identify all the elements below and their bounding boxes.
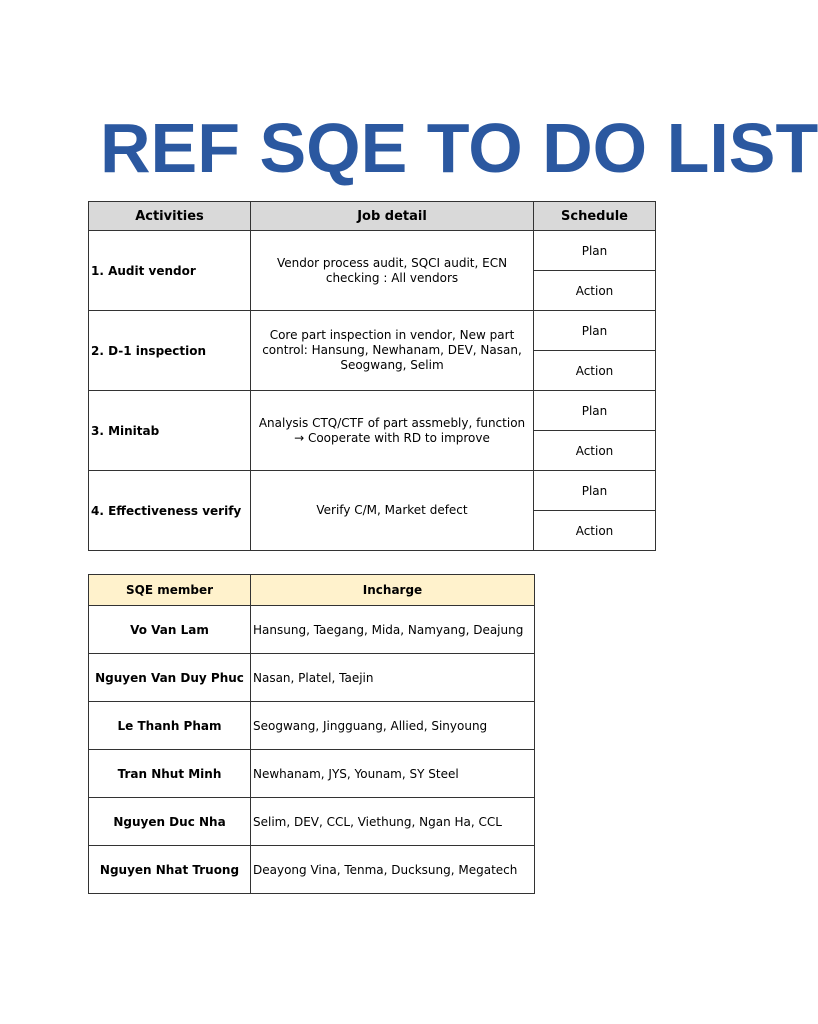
incharge-cell: Hansung, Taegang, Mida, Namyang, Deajung xyxy=(251,606,535,654)
header-job-detail: Job detail xyxy=(251,202,534,231)
member-name-cell: Nguyen Van Duy Phuc xyxy=(89,654,251,702)
member-name-cell: Nguyen Nhat Truong xyxy=(89,846,251,894)
schedule-action-cell: Action xyxy=(534,351,656,391)
member-name-cell: Tran Nhut Minh xyxy=(89,750,251,798)
job-detail-cell: Verify C/M, Market defect xyxy=(251,471,534,551)
incharge-cell: Deayong Vina, Tenma, Ducksung, Megatech xyxy=(251,846,535,894)
table-row xyxy=(89,750,535,798)
table-row xyxy=(89,471,656,511)
member-name-cell: Vo Van Lam xyxy=(89,606,251,654)
activity-cell: 1. Audit vendor xyxy=(89,231,251,311)
schedule-action-cell: Action xyxy=(534,511,656,551)
activity-cell: 3. Minitab xyxy=(89,391,251,471)
schedule-action-cell: Action xyxy=(534,431,656,471)
schedule-plan-cell: Plan xyxy=(534,231,656,271)
table-row xyxy=(89,391,656,431)
title-clip xyxy=(100,108,818,188)
member-name-cell: Le Thanh Pham xyxy=(89,702,251,750)
job-detail-cell: Core part inspection in vendor, New part control: Hansung, Newhanam, DEV, Nasan, Seogwang, Selim xyxy=(251,311,534,391)
job-detail-cell: Analysis CTQ/CTF of part assmebly, function → Cooperate with RD to improve xyxy=(251,391,534,471)
table-row xyxy=(89,231,656,271)
incharge-cell: Seogwang, Jingguang, Allied, Sinyoung xyxy=(251,702,535,750)
incharge-cell: Newhanam, JYS, Younam, SY Steel xyxy=(251,750,535,798)
table-row xyxy=(89,702,535,750)
member-name-cell: Nguyen Duc Nha xyxy=(89,798,251,846)
table-row xyxy=(89,654,535,702)
incharge-cell: Selim, DEV, CCL, Viethung, Ngan Ha, CCL xyxy=(251,798,535,846)
schedule-plan-cell: Plan xyxy=(534,471,656,511)
table-row xyxy=(89,311,656,351)
sqe-members-table xyxy=(88,574,535,894)
incharge-cell: Nasan, Platel, Taejin xyxy=(251,654,535,702)
table-row xyxy=(89,606,535,654)
activities-header-row xyxy=(89,202,656,231)
job-detail-cell: Vendor process audit, SQCI audit, ECN checking : All vendors xyxy=(251,231,534,311)
schedule-plan-cell: Plan xyxy=(534,311,656,351)
activities-table xyxy=(88,201,656,551)
header-activities: Activities xyxy=(89,202,251,231)
table-row xyxy=(89,798,535,846)
activity-cell: 2. D-1 inspection xyxy=(89,311,251,391)
page-title: REF SQE TO DO LIST xyxy=(100,109,818,187)
members-header-row xyxy=(89,575,535,606)
activity-cell: 4. Effectiveness verify xyxy=(89,471,251,551)
header-incharge: Incharge xyxy=(251,575,535,606)
header-schedule: Schedule xyxy=(534,202,656,231)
header-sqe-member: SQE member xyxy=(89,575,251,606)
schedule-action-cell: Action xyxy=(534,271,656,311)
table-row xyxy=(89,846,535,894)
schedule-plan-cell: Plan xyxy=(534,391,656,431)
